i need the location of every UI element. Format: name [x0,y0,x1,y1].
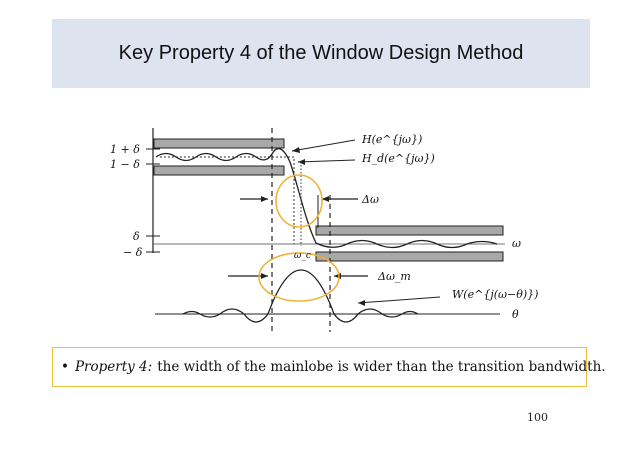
page-number: 100 [527,411,548,424]
label-hd: H_d(e^{jω}) [362,152,435,165]
label-h: H(e^{jω}) [362,133,423,146]
label-omega-c: ω_c [294,251,311,261]
stopband-lower-tolerance-band [316,252,503,261]
property-statement-box [52,347,606,387]
bullet: • [61,359,69,375]
label-omega: ω [512,237,521,250]
hd-pointer-line [298,160,355,162]
slide-title: Key Property 4 of the Window Design Method [118,42,524,64]
stopband-upper-tolerance-band [316,226,503,235]
passband-upper-tolerance-band [154,139,284,148]
transition-highlight-circle [276,175,322,227]
property-name: Property 4: [74,359,153,375]
property-text: the width of the mainlobe is wider than the transition bandwidth. [157,359,606,375]
label-one-plus-delta: 1 + δ [110,143,140,156]
label-minus-delta: − δ [123,246,143,259]
w-pointer-line [358,297,440,303]
h-pointer-line [292,140,355,151]
label-theta: θ [512,308,519,321]
label-w: W(e^{j(ω−θ)}) [452,288,539,301]
passband-lower-tolerance-band [154,166,284,175]
label-delta: δ [133,230,140,243]
label-delta-omega-m: Δω_m [378,270,411,283]
label-one-minus-delta: 1 − δ [110,158,140,171]
label-delta-omega: Δω [362,193,379,206]
